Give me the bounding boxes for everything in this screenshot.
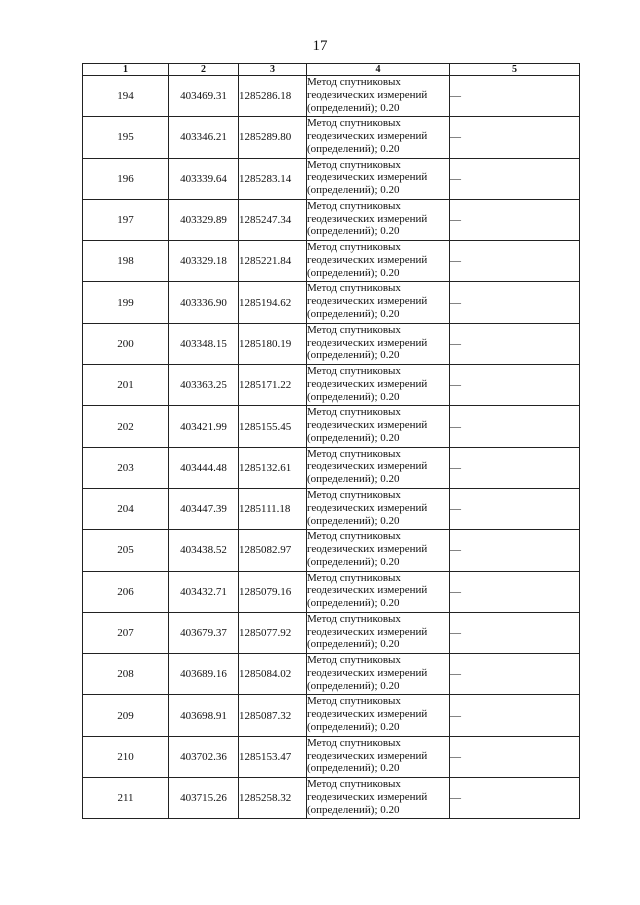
point-number: 206 [83, 571, 169, 612]
method-line: (определений); 0.20 [307, 762, 400, 775]
method-line: Метод спутниковых [307, 76, 401, 88]
table-row [83, 695, 580, 736]
note-cell: — [450, 323, 580, 364]
method-cell [307, 571, 450, 612]
coordinate-y: 1285283.14 [239, 158, 307, 199]
table-body [83, 76, 580, 819]
coordinate-y: 1285132.61 [239, 447, 307, 488]
method-line: Метод спутниковых [307, 406, 401, 419]
coordinate-x: 403336.90 [169, 282, 239, 323]
note-cell: — [450, 158, 580, 199]
method-line: геодезических измерений [307, 377, 428, 390]
method-line: Метод спутниковых [307, 323, 401, 336]
coordinate-x: 403432.71 [169, 571, 239, 612]
method-line: (определений); 0.20 [307, 555, 400, 568]
coordinate-y: 1285153.47 [239, 736, 307, 777]
table-row [83, 282, 580, 323]
method-cell [307, 323, 450, 364]
table-row [83, 117, 580, 158]
method-cell [307, 282, 450, 323]
note-cell: — [450, 117, 580, 158]
header-col-4: 4 [307, 64, 450, 76]
point-number: 209 [83, 695, 169, 736]
point-number: 202 [83, 406, 169, 447]
method-cell [307, 612, 450, 653]
coordinate-y: 1285221.84 [239, 241, 307, 282]
method-line: геодезических измерений [307, 543, 428, 556]
point-number: 198 [83, 241, 169, 282]
note-cell: — [450, 736, 580, 777]
method-line: Метод спутниковых [307, 695, 401, 708]
table-row [83, 654, 580, 695]
method-line: геодезических измерений [307, 749, 428, 762]
note-cell: — [450, 365, 580, 406]
note-cell: — [450, 406, 580, 447]
table-row [83, 571, 580, 612]
method-line: Метод спутниковых [307, 612, 401, 625]
method-cell [307, 406, 450, 447]
coordinate-x: 403329.18 [169, 241, 239, 282]
coordinate-y: 1285079.16 [239, 571, 307, 612]
table-row [83, 241, 580, 282]
point-number: 196 [83, 158, 169, 199]
point-number: 201 [83, 365, 169, 406]
method-line: (определений); 0.20 [307, 431, 400, 444]
coordinate-y: 1285171.22 [239, 365, 307, 406]
method-line: Метод спутниковых [307, 488, 401, 501]
method-cell [307, 447, 450, 488]
coordinate-y: 1285258.32 [239, 778, 307, 819]
coordinate-x: 403447.39 [169, 488, 239, 529]
method-line: геодезических измерений [307, 666, 428, 679]
method-line: (определений); 0.20 [307, 349, 400, 362]
coordinate-x: 403329.89 [169, 199, 239, 240]
coordinates-table [82, 63, 580, 819]
page-number: 17 [312, 38, 328, 54]
table-row [83, 612, 580, 653]
coordinate-x: 403363.25 [169, 365, 239, 406]
coordinate-x: 403346.21 [169, 117, 239, 158]
coordinate-x: 403444.48 [169, 447, 239, 488]
coordinate-x: 403469.31 [169, 76, 239, 117]
method-cell [307, 76, 450, 117]
coordinate-x: 403438.52 [169, 530, 239, 571]
note-cell: — [450, 241, 580, 282]
table-header-row [83, 64, 580, 76]
table-row [83, 447, 580, 488]
method-line: (определений); 0.20 [307, 803, 400, 816]
method-line: Метод спутниковых [307, 158, 401, 171]
method-line: (определений); 0.20 [307, 101, 400, 114]
coordinate-y: 1285286.18 [239, 76, 307, 117]
point-number: 211 [83, 778, 169, 819]
header-col-1: 1 [83, 64, 169, 76]
method-line: (определений); 0.20 [307, 225, 400, 238]
method-cell [307, 365, 450, 406]
method-cell [307, 158, 450, 199]
table-row [83, 778, 580, 819]
note-cell: — [450, 76, 580, 117]
point-number: 194 [83, 76, 169, 117]
note-cell: — [450, 695, 580, 736]
coordinate-x: 403679.37 [169, 612, 239, 653]
method-line: геодезических измерений [307, 501, 428, 514]
coordinate-y: 1285082.97 [239, 530, 307, 571]
coordinate-y: 1285087.32 [239, 695, 307, 736]
method-line: Метод спутниковых [307, 117, 401, 130]
point-number: 204 [83, 488, 169, 529]
method-line: (определений); 0.20 [307, 473, 400, 486]
method-line: Метод спутниковых [307, 199, 401, 212]
table-row [83, 530, 580, 571]
point-number: 208 [83, 654, 169, 695]
method-line: геодезических измерений [307, 419, 428, 432]
method-line: (определений); 0.20 [307, 721, 400, 734]
table-row [83, 323, 580, 364]
note-cell: — [450, 778, 580, 819]
table-row [83, 406, 580, 447]
point-number: 210 [83, 736, 169, 777]
point-number: 205 [83, 530, 169, 571]
method-line: геодезических измерений [307, 295, 428, 308]
method-line: геодезических измерений [307, 130, 428, 143]
method-cell [307, 530, 450, 571]
method-line: (определений); 0.20 [307, 597, 400, 610]
method-cell [307, 117, 450, 158]
coordinate-y: 1285289.80 [239, 117, 307, 158]
method-line: геодезических измерений [307, 171, 428, 184]
method-line: геодезических измерений [307, 460, 428, 473]
method-line: геодезических измерений [307, 253, 428, 266]
method-line: Метод спутниковых [307, 530, 401, 543]
method-line: (определений); 0.20 [307, 142, 400, 155]
method-cell [307, 488, 450, 529]
coordinate-x: 403348.15 [169, 323, 239, 364]
note-cell: — [450, 571, 580, 612]
method-line: Метод спутниковых [307, 654, 401, 667]
method-line: геодезических измерений [307, 708, 428, 721]
method-cell [307, 654, 450, 695]
note-cell: — [450, 488, 580, 529]
method-line: геодезических измерений [307, 584, 428, 597]
method-line: геодезических измерений [307, 625, 428, 638]
coordinate-y: 1285155.45 [239, 406, 307, 447]
method-cell [307, 695, 450, 736]
header-col-2: 2 [169, 64, 239, 76]
method-line: Метод спутниковых [307, 447, 401, 460]
note-cell: — [450, 530, 580, 571]
coordinate-x: 403339.64 [169, 158, 239, 199]
method-line: (определений); 0.20 [307, 184, 400, 197]
header-col-5: 5 [450, 64, 580, 76]
method-line: геодезических измерений [307, 88, 428, 101]
table-row [83, 199, 580, 240]
table-row [83, 365, 580, 406]
point-number: 203 [83, 447, 169, 488]
method-line: (определений); 0.20 [307, 638, 400, 651]
point-number: 197 [83, 199, 169, 240]
method-line: (определений); 0.20 [307, 514, 400, 527]
note-cell: — [450, 654, 580, 695]
coordinate-x: 403698.91 [169, 695, 239, 736]
point-number: 207 [83, 612, 169, 653]
header-col-3: 3 [239, 64, 307, 76]
coordinate-x: 403421.99 [169, 406, 239, 447]
method-line: Метод спутниковых [307, 365, 401, 378]
method-cell [307, 736, 450, 777]
coordinate-y: 1285194.62 [239, 282, 307, 323]
method-line: Метод спутниковых [307, 571, 401, 584]
method-cell [307, 199, 450, 240]
coordinate-x: 403702.36 [169, 736, 239, 777]
method-line: Метод спутниковых [307, 736, 401, 749]
method-line: геодезических измерений [307, 212, 428, 225]
method-line: геодезических измерений [307, 790, 428, 803]
point-number: 195 [83, 117, 169, 158]
coordinate-x: 403689.16 [169, 654, 239, 695]
method-line: (определений); 0.20 [307, 679, 400, 692]
method-line: (определений); 0.20 [307, 390, 400, 403]
table-row [83, 76, 580, 117]
method-line: Метод спутниковых [307, 282, 401, 295]
coordinate-y: 1285084.02 [239, 654, 307, 695]
method-cell [307, 778, 450, 819]
method-line: геодезических измерений [307, 336, 428, 349]
note-cell: — [450, 447, 580, 488]
point-number: 200 [83, 323, 169, 364]
coordinate-y: 1285247.34 [239, 199, 307, 240]
table-row [83, 158, 580, 199]
method-line: Метод спутниковых [307, 241, 401, 254]
method-line: (определений); 0.20 [307, 308, 400, 321]
method-line: (определений); 0.20 [307, 266, 400, 279]
coordinate-y: 1285180.19 [239, 323, 307, 364]
table-row [83, 488, 580, 529]
coordinate-y: 1285077.92 [239, 612, 307, 653]
note-cell: — [450, 199, 580, 240]
coordinate-x: 403715.26 [169, 778, 239, 819]
note-cell: — [450, 282, 580, 323]
point-number: 199 [83, 282, 169, 323]
method-line: Метод спутниковых [307, 778, 401, 791]
method-cell [307, 241, 450, 282]
coordinate-y: 1285111.18 [239, 488, 307, 529]
table-row [83, 736, 580, 777]
note-cell: — [450, 612, 580, 653]
